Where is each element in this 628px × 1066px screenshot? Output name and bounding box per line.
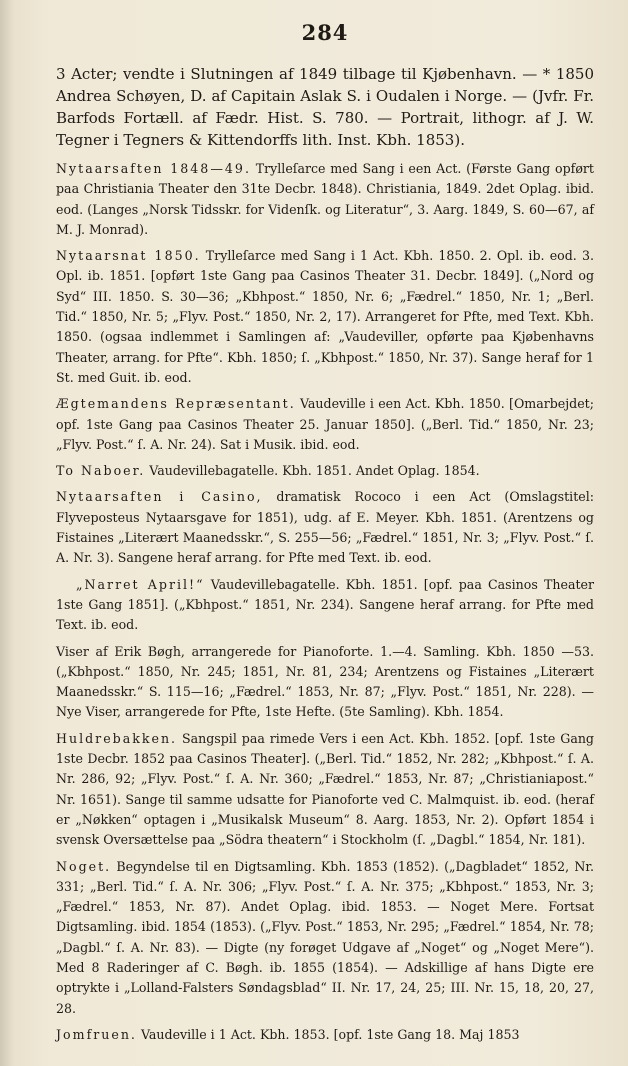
entry-jomfruen — [56, 1025, 594, 1045]
entry-text: 3 Acter; vendte i Slutningen af 1849 tilbage til Kjøbenhavn. — * 1850 Andrea Schøyen, D. af Capitain Aslak S. i Oudalen i Norge. — (Jvfr. Fr. Barfods Fortæll. af Fædr. Hist. S. 780. — Portrait, lithogr. af J. W. Tegner i Tegners & Kittendorffs lith. Inst. Kbh. 1853). — [56, 65, 594, 149]
entry-text: Vaudevillebagatelle. Kbh. 1851. Andet Oplag. 1854. — [149, 463, 480, 479]
entry-title: Ægtemandens Repræsentant. — [56, 396, 296, 412]
entry-text: Vaudeville i 1 Act. Kbh. 1853. [opf. 1ste Gang 18. Maj 1853 — [140, 1026, 520, 1042]
entry-huldrebakken — [56, 729, 594, 851]
entry-title: Jomfruen. — [56, 1026, 137, 1042]
entry-text: Viser af Erik Bøgh, arrangerede for Pianoforte. 1.—4. Samling. Kbh. 1850 —53. („Kbhpost.“ 1850, Nr. 245; 1851, Nr. 81, 234; Arentzens og Fistaines „Literært Maanedsskr.“ S. 115—16; „Fædrel.“ 1853, Nr. 87; „Flyv. Post.“ 1851, Nr. 228). — Nye Viser, arrangerede for Pfte, 1ste Hefte. (5te Samling). Kbh. 1854. — [56, 643, 594, 720]
entry-continuation — [56, 63, 594, 151]
entry-title: Nytaarsaften i Casino, — [56, 489, 263, 505]
page-fold-shadow — [0, 0, 14, 1066]
entry-text: Vaudevillebagatelle. Kbh. 1851. [opf. paa Casinos Theater 1ste Gang 1851]. („Kbhpost.“ 1851, Nr. 234). Sangene heraf arrang. for Pfte med Text. ib. eod. — [56, 576, 594, 633]
entry-noget — [56, 857, 594, 1019]
entry-nytaarsnat-1850 — [56, 246, 594, 388]
entry-to-naboer — [56, 461, 594, 481]
entry-aegtemandens-repraesentant — [56, 394, 594, 455]
entry-title: Nytaarsnat 1850. — [56, 248, 201, 264]
entry-nytaarsaften-1848 — [56, 159, 594, 240]
entry-title: Huldrebakken. — [56, 730, 178, 746]
entry-title: Noget. — [56, 858, 112, 874]
entry-title: Nytaarsaften 1848—49. — [56, 161, 251, 176]
page-number: 284 — [301, 20, 349, 45]
entry-text: Sangspil paa rimede Vers i een Act. Kbh. 1852. [opf. 1ste Gang 1ste Decbr. 1852 paa Casinos Theater]. („Berl. Tid.“ 1852, Nr. 282; „Kbhpost.“ ſ. A. Nr. 286, 92; „Flyv. Post.“ ſ. A. Nr. 360; „Fædrel.“ 1853, Nr. 87; „Christianiapost.“ Nr. 1651). Sange til samme udsatte for Pianoforte ved C. Malmquist. ib. eod. (heraf er „Nøkken“ optagen i „Musikalsk Museum“ 8. Aarg. 1853, Nr. 2). Opført 1854 i svensk Oversættelse paa „Södra theatern“ i Stockholm (ſ. „Dagbl.“ 1854, Nr. 181). — [56, 730, 594, 848]
entry-viser — [56, 642, 594, 723]
entry-text: Trylleſarce med Sang i een Act. (Første Gang opført paa Christiania Theater den 31te Decbr. 1848). Christiania, 1849. 2det Oplag. ibid. eod. (Langes „Norsk Tidsskr. for Videnſk. og Literatur“, 3. Aarg. 1849, S. 60—67, af M. J. Monrad). — [56, 161, 594, 237]
entry-text: Trylleſarce med Sang i 1 Act. Kbh. 1850. 2. Opl. ib. eod. 3. Opl. ib. 1851. [opført 1ste Gang paa Casinos Theater 31. Decbr. 1849]. („Nord og Syd“ III. 1850. S. 30—36; „Kbhpost.“ 1850, Nr. 6; „Fædrel.“ 1850, Nr. 1; „Berl. Tid.“ 1850, Nr. 5; „Flyv. Post.“ 1850, Nr. 2, 17). Arrangeret for Pfte, med Text. Kbh. 1850. (ogsaa indlemmet i Samlingen af: „Vaudeviller, opførte paa Kjøbenhavns Theater, arrang. for Pfte“. Kbh. 1850; ſ. „Kbhpost.“ 1850, Nr. 37). Sange heraf for 1 St. med Guit. ib. eod. — [56, 248, 594, 385]
entry-title: To Naboer. — [56, 463, 146, 479]
entry-text: dramatisk Rococo i een Act (Omslagstitel: Flyveposteus Nytaarsgave for 1851), udg. af E. Meyer. Kbh. 1851. (Arentzens og Fistaines „Literært Maanedsskr.“, S. 255—56; „Fædrel.“ 1851, Nr. 3; „Flyv. Post.“ ſ. A. Nr. 3). Sangene heraf arrang. for Pfte med Text. ib. eod. — [56, 489, 594, 566]
entry-narret-april — [56, 575, 594, 636]
entry-title: „Narret April!“ — [76, 576, 205, 592]
entry-text: Begyndelse til en Digtsamling. Kbh. 1853 (1852). („Dagbladet“ 1852, Nr. 331; „Berl. Tid.“ ſ. A. Nr. 306; „Flyv. Post.“ ſ. A. Nr. 375; „Kbhpost.“ 1853, Nr. 3; „Fædrel.“ 1853, Nr. 87). Andet Oplag. ibid. 1853. — Noget Mere. Fortsat Digtsamling. ibid. 1854 (1853). („Flyv. Post.“ 1853, Nr. 295; „Fædrel.“ 1854, Nr. 78; „Dagbl.“ ſ. A. Nr. 83). — Digte (ny forøget Udgave af „Noget“ og „Noget Mere“). Med 8 Raderinger af C. Bøgh. ib. 1855 (1854). — Adskillige af hans Digte ere optrykte i „Lolland-Falsters Søndagsblad“ II. Nr. 17, 24, 25; III. Nr. 15, 18, 20, 27, 28. — [56, 858, 594, 1016]
entry-text: Vaudeville i een Act. Kbh. 1850. [Omarbejdet; opf. 1ste Gang paa Casinos Theater 25. Januar 1850]. („Berl. Tid.“ 1850, Nr. 23; „Flyv. Post.“ ſ. A. Nr. 24). Sat i Musik. ibid. eod. — [56, 396, 594, 452]
entry-nytaarsaften-i-casino — [56, 487, 594, 568]
